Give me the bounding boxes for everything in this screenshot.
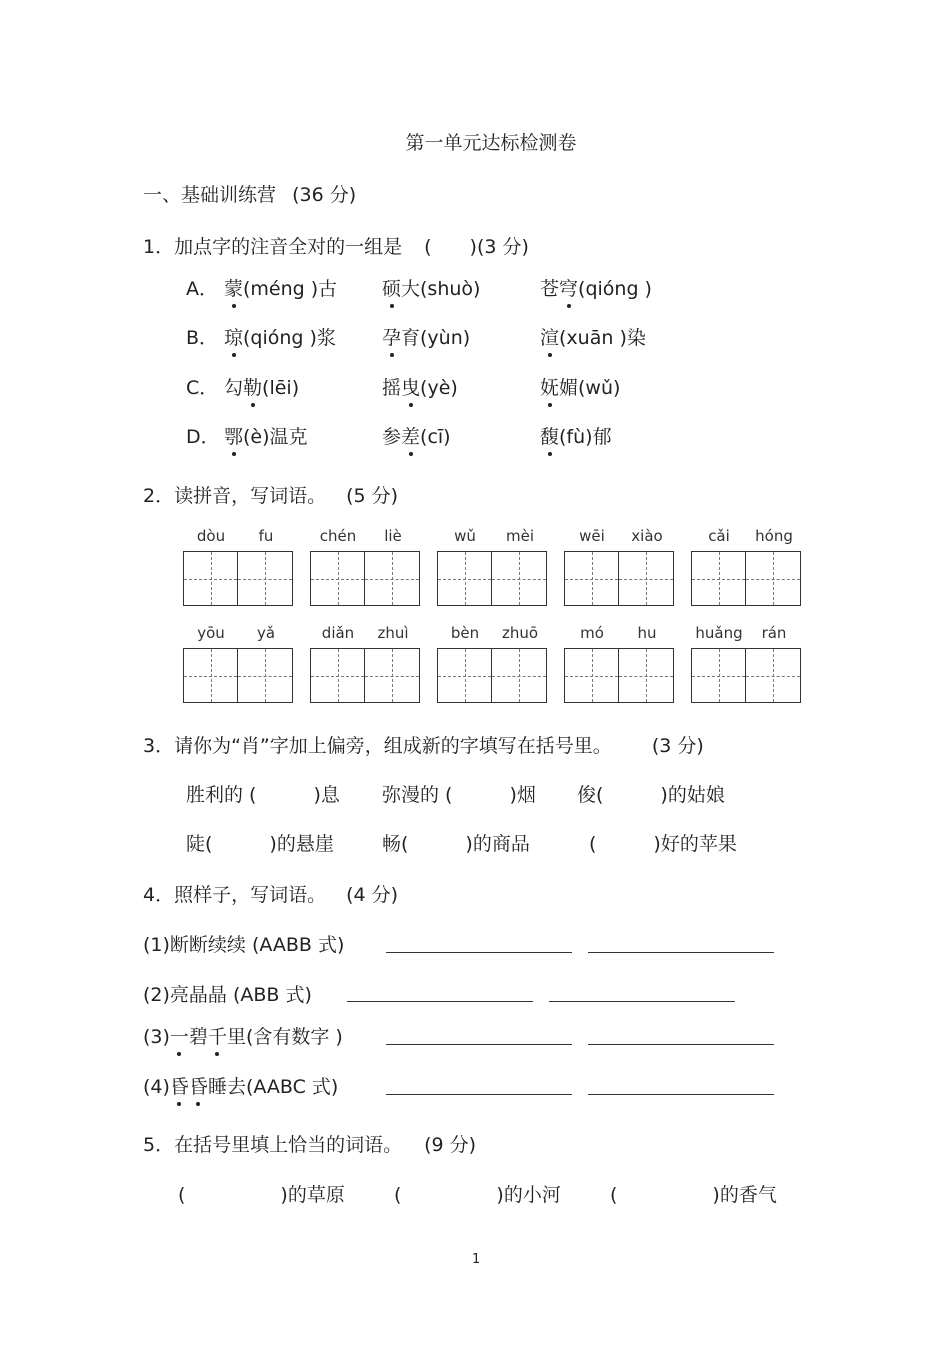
- guide-line: [465, 649, 466, 702]
- guide-line: [646, 649, 647, 702]
- question-text: 1．加点字的注音全对的一组是: [143, 236, 403, 258]
- pinyin-label: diǎn: [321, 624, 355, 642]
- answer-line[interactable]: [588, 1094, 774, 1095]
- q4-item-1: (1)断断续续 (AABB 式): [143, 934, 345, 956]
- pinyin-label: chén: [319, 527, 357, 545]
- answer-paren: ( ): [424, 236, 477, 258]
- writing-box[interactable]: [492, 648, 547, 703]
- option-word: [382, 323, 470, 350]
- answer-line[interactable]: [588, 1044, 774, 1045]
- dotted-char: 妩: [540, 373, 559, 400]
- writing-box[interactable]: [691, 648, 746, 703]
- pinyin-label: bèn: [450, 624, 480, 642]
- q5-item: ( )的草原: [178, 1184, 345, 1206]
- item-number: (4): [143, 1076, 170, 1098]
- guide-line: [338, 552, 339, 605]
- item-text: 睡去(AABC 式): [207, 1076, 339, 1098]
- writing-box[interactable]: [564, 648, 619, 703]
- dotted-char: 穹: [559, 274, 578, 301]
- option-label: B．: [186, 327, 219, 349]
- pinyin-label: wǔ: [454, 527, 476, 545]
- word-text: 参: [382, 426, 402, 448]
- writing-box[interactable]: [619, 551, 674, 606]
- page-number: 1: [472, 1252, 481, 1267]
- q4-item-4: [143, 1072, 338, 1099]
- guide-line: [773, 552, 774, 605]
- page-title: 第一单元达标检测卷: [405, 132, 577, 154]
- pinyin-label: zhuì: [377, 624, 409, 642]
- writing-box[interactable]: [437, 648, 492, 703]
- section-score: (36 分): [292, 184, 357, 206]
- dotted-char: 琼: [224, 323, 243, 350]
- word-text: (méng )古: [243, 278, 338, 300]
- pinyin-label: rán: [761, 624, 787, 642]
- pinyin-label: fu: [258, 527, 274, 545]
- dotted-char: 千: [208, 1022, 227, 1049]
- section-heading: [143, 180, 356, 207]
- q3-item: 陡( )的悬崖: [186, 833, 334, 855]
- q5-item: ( )的小河: [394, 1184, 561, 1206]
- option-word: [540, 422, 612, 449]
- option-label: C．: [186, 377, 219, 399]
- guide-line: [719, 649, 720, 702]
- guide-line: [265, 649, 266, 702]
- word-text: (xuān )染: [559, 327, 646, 349]
- writing-box[interactable]: [746, 551, 801, 606]
- writing-box[interactable]: [365, 551, 420, 606]
- question-score: (5 分): [346, 485, 399, 507]
- word-text: (è)温克: [243, 426, 308, 448]
- pinyin-label: mó: [580, 624, 604, 642]
- writing-box[interactable]: [238, 648, 293, 703]
- guide-line: [211, 649, 212, 702]
- guide-line: [519, 552, 520, 605]
- guide-line: [519, 649, 520, 702]
- answer-line[interactable]: [549, 1001, 735, 1002]
- q3-item: ( )好的苹果: [589, 833, 737, 855]
- word-text: (qióng ): [578, 278, 652, 300]
- answer-line[interactable]: [386, 952, 572, 953]
- q3-item: 胜利的 ( )息: [186, 784, 340, 806]
- pinyin-label: yǎ: [256, 624, 276, 642]
- question-4-stem: [143, 880, 398, 907]
- dotted-char: 鄂: [224, 422, 243, 449]
- word-text: (qióng )浆: [243, 327, 336, 349]
- question-score: (4 分): [346, 884, 399, 906]
- option-word: [224, 274, 337, 301]
- guide-line: [592, 649, 593, 702]
- guide-line: [719, 552, 720, 605]
- q3-item: 弥漫的 ( )烟: [382, 784, 536, 806]
- guide-line: [773, 649, 774, 702]
- q3-item: 畅( )的商品: [382, 833, 530, 855]
- item-text: 碧: [188, 1026, 208, 1048]
- option-word: [224, 373, 299, 400]
- dotted-char: 昏: [170, 1072, 189, 1099]
- option-word: [540, 323, 646, 350]
- q4-item-2: (2)亮晶晶 (ABB 式): [143, 984, 312, 1006]
- guide-line: [265, 552, 266, 605]
- word-text: (fù)郁: [559, 426, 612, 448]
- pinyin-label: hóng: [755, 527, 793, 545]
- writing-box[interactable]: [691, 551, 746, 606]
- word-text: 勾: [224, 377, 244, 399]
- dotted-char: 一: [170, 1022, 189, 1049]
- guide-line: [592, 552, 593, 605]
- writing-box[interactable]: [365, 648, 420, 703]
- option-word: [382, 274, 480, 301]
- guide-line: [338, 649, 339, 702]
- word-text: 摇: [382, 377, 402, 399]
- guide-line: [646, 552, 647, 605]
- dotted-char: 渲: [540, 323, 559, 350]
- option-word: [224, 422, 308, 449]
- pinyin-label: zhuō: [501, 624, 539, 642]
- writing-box[interactable]: [310, 551, 365, 606]
- writing-box[interactable]: [238, 551, 293, 606]
- option-word: [540, 373, 620, 400]
- word-text: 育(yùn): [401, 327, 471, 349]
- section-title: 一、基础训练营: [143, 184, 277, 206]
- pinyin-label: hu: [637, 624, 657, 642]
- question-score: (3 分): [476, 236, 529, 258]
- dotted-char: 硕: [382, 274, 401, 301]
- dotted-char: 馥: [540, 422, 559, 449]
- question-score: (3 分): [651, 735, 704, 757]
- option-word: [382, 422, 451, 449]
- word-text: 苍: [540, 278, 560, 300]
- pinyin-label: dòu: [196, 527, 226, 545]
- dotted-char: 勒: [243, 373, 262, 400]
- writing-box[interactable]: [564, 551, 619, 606]
- dotted-char: 曳: [401, 373, 420, 400]
- writing-box[interactable]: [619, 648, 674, 703]
- question-1-stem: [143, 232, 529, 259]
- pinyin-label: mèi: [505, 527, 534, 545]
- item-text: 里(含有数字 ): [226, 1026, 343, 1048]
- pinyin-label: huǎng: [695, 624, 743, 642]
- answer-line[interactable]: [588, 952, 774, 953]
- item-number: (3): [143, 1026, 170, 1048]
- answer-line[interactable]: [386, 1094, 572, 1095]
- guide-line: [211, 552, 212, 605]
- guide-line: [465, 552, 466, 605]
- pinyin-label: cǎi: [708, 527, 730, 545]
- writing-box[interactable]: [310, 648, 365, 703]
- writing-box[interactable]: [437, 551, 492, 606]
- option-label: A．: [186, 278, 218, 300]
- dotted-char: 蒙: [224, 274, 243, 301]
- word-text: (cī): [420, 426, 451, 448]
- pinyin-label: liè: [384, 527, 402, 545]
- option-word: [540, 274, 652, 301]
- dotted-char: 孕: [382, 323, 401, 350]
- option-word: [224, 323, 336, 350]
- word-text: (yè): [420, 377, 458, 399]
- word-text: (lēi): [262, 377, 300, 399]
- writing-box[interactable]: [183, 648, 238, 703]
- question-3-stem: [143, 731, 704, 758]
- writing-box[interactable]: [492, 551, 547, 606]
- question-score: (9 分): [424, 1134, 477, 1156]
- guide-line: [392, 552, 393, 605]
- guide-line: [392, 649, 393, 702]
- q3-item: 俊( )的姑娘: [577, 784, 725, 806]
- q4-item-3: [143, 1022, 343, 1049]
- answer-line[interactable]: [347, 1001, 533, 1002]
- writing-box[interactable]: [746, 648, 801, 703]
- word-text: 媚(wǔ): [559, 377, 621, 399]
- q5-item: ( )的香气: [610, 1184, 777, 1206]
- question-text: 5．在括号里填上恰当的词语。: [143, 1134, 403, 1156]
- pinyin-label: xiào: [631, 527, 663, 545]
- writing-box[interactable]: [183, 551, 238, 606]
- question-2-stem: [143, 481, 398, 508]
- pinyin-label: yōu: [197, 624, 225, 642]
- pinyin-label: wēi: [579, 527, 605, 545]
- question-text: 2．读拼音，写词语。: [143, 485, 327, 507]
- dotted-char: 差: [401, 422, 420, 449]
- question-text: 3．请你为“肖”字加上偏旁，组成新的字填写在括号里。: [143, 735, 612, 757]
- option-label: D．: [186, 426, 220, 448]
- question-5-stem: [143, 1130, 476, 1157]
- word-text: 大(shuò): [401, 278, 481, 300]
- option-word: [382, 373, 458, 400]
- question-text: 4．照样子，写词语。: [143, 884, 327, 906]
- answer-line[interactable]: [386, 1044, 572, 1045]
- dotted-char: 昏: [189, 1072, 208, 1099]
